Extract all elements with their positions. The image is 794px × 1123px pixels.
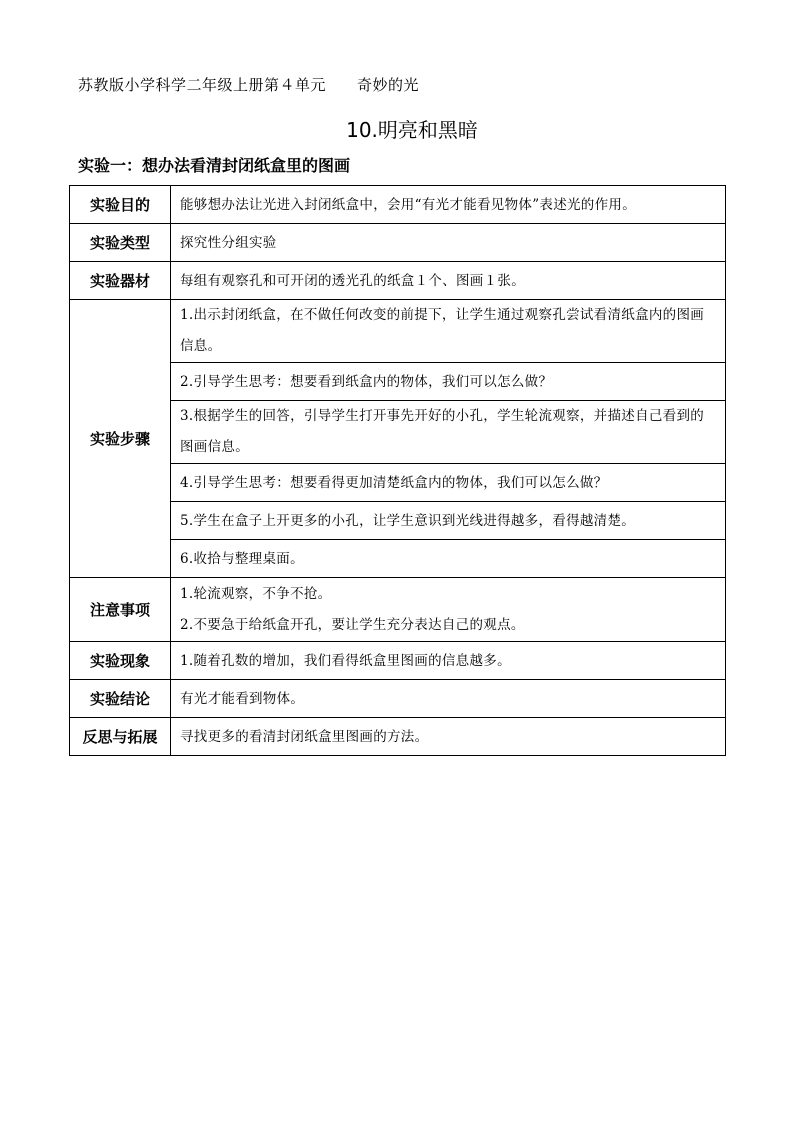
row-purpose: [70, 186, 726, 224]
materials-label: 实验器材: [70, 262, 171, 300]
reflection-value: 寻找更多的看清封闭纸盒里图画的方法。: [171, 718, 726, 756]
experiment-table: [69, 185, 726, 756]
step-item: 5.学生在盒子上开更多的小孔，让学生意识到光线进得越多，看得越清楚。: [171, 502, 726, 540]
purpose-label: 实验目的: [70, 186, 171, 224]
phenomenon-label: 实验现象: [70, 642, 171, 680]
notes-value: [171, 578, 726, 642]
conclusion-label: 实验结论: [70, 680, 171, 718]
materials-value: 每组有观察孔和可开闭的透光孔的纸盒１个、图画１张。: [171, 262, 726, 300]
type-value: 探究性分组实验: [171, 224, 726, 262]
step-item: 6.收拾与整理桌面。: [171, 540, 726, 578]
lesson-title: 10.明亮和黑暗: [346, 118, 478, 142]
step-item: 4.引导学生思考：想要看得更加清楚纸盒内的物体，我们可以怎么做？: [171, 464, 726, 502]
steps-label: 实验步骤: [70, 300, 171, 578]
course-header: 苏教版小学科学二年级上册第４单元 奇妙的光: [78, 76, 420, 94]
row-notes: [70, 578, 726, 642]
step-item: 1.出示封闭纸盒，在不做任何改变的前提下，让学生通过观察孔尝试看清纸盒内的图画信息。: [171, 300, 726, 363]
row-materials: [70, 262, 726, 300]
step-item: 3.根据学生的回答，引导学生打开事先开好的小孔，学生轮流观察，并描述自己看到的图画信息。: [171, 401, 726, 464]
type-label: 实验类型: [70, 224, 171, 262]
conclusion-value: 有光才能看到物体。: [171, 680, 726, 718]
reflection-label: 反思与拓展: [70, 718, 171, 756]
notes-label: 注意事项: [70, 578, 171, 642]
experiment-title: 实验一：想办法看清封闭纸盒里的图画: [78, 156, 351, 175]
row-reflection: [70, 718, 726, 756]
phenomenon-value: 1.随着孔数的增加，我们看得纸盒里图画的信息越多。: [171, 642, 726, 680]
row-type: [70, 224, 726, 262]
note-item: 2.不要急于给纸盒开孔，要让学生充分表达自己的观点。: [180, 616, 525, 633]
row-step-1: [70, 300, 726, 363]
purpose-value: 能够想办法让光进入封闭纸盒中，会用“有光才能看见物体”表述光的作用。: [171, 186, 726, 224]
note-item: 1.轮流观察，不争不抢。: [180, 585, 332, 602]
step-item: 2.引导学生思考：想要看到纸盒内的物体，我们可以怎么做？: [171, 363, 726, 401]
row-phenomenon: [70, 642, 726, 680]
row-conclusion: [70, 680, 726, 718]
